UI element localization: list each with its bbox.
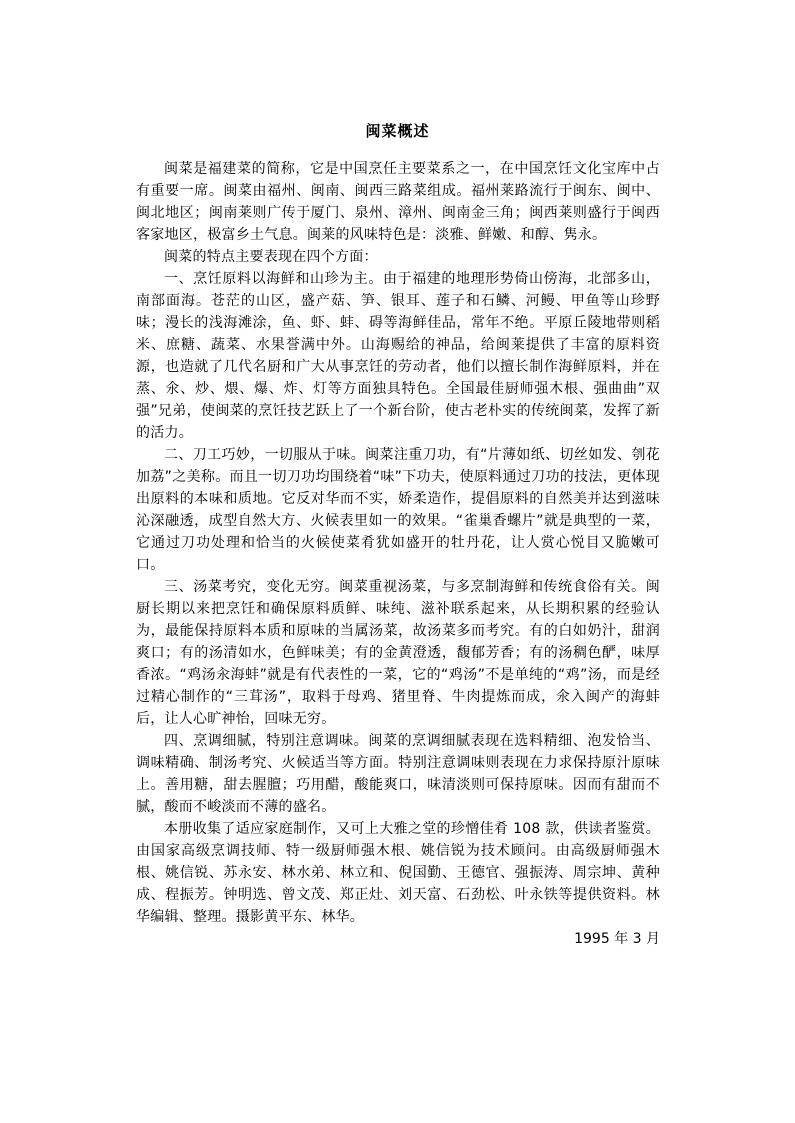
paragraph-features-lead: 闽菜的特点主要表现在四个方面：	[164, 249, 378, 265]
paragraph-feature-soups: 三、汤菜考究，变化无穷。闽菜重视汤菜，与多烹制海鲜和传统食俗有关。闽厨长期以来把烹饪和确保原料质鲜、味纯、滋补联系起来，从长期积累的经验认为，最能保持原料本质和原味的当属汤菜，故汤菜多而考究。有的白如奶汁，甜润爽口；有的汤清如水，色鲜味美；有的金黄澄透，馥郁芳香；有的汤稠色酽，味厚香浓。“鸡汤汆海蚌”就是有代表性的一菜，它的“鸡汤”不是单纯的“鸡”汤，而是经过精心制作的“三茸汤”，取料于母鸡、猪里脊、牛肉提炼而成，氽入闽产的海蚌后，让人心旷神怡，回味无穷。	[136, 579, 660, 727]
document-date: 1995 年 3 月	[574, 931, 660, 947]
paragraph-credits: 本册收集了适应家庭制作，又可上大雅之堂的珍憎佳肴 108 款，供读者鉴赏。由国家高级烹调技师、特一级厨师强木根、姚信锐为技术顾问。由高级厨师强木根、姚信锐、苏永安、林水弟、林立和、倪国勤、王德官、强振涛、周宗坤、黄种成、程振芳。钟明选、曾文茂、郑正灶、刘天富、石劲松、叶永铁等提供资料。林华编辑、整理。摄影黄平东、林华。	[136, 821, 660, 925]
paragraph-feature-ingredients: 一、烹饪原料以海鲜和山珍为主。由于福建的地理形势倚山傍海，北部多山，南部面海。苍茫的山区，盛产菇、笋、银耳、莲子和石鳞、河鳗、甲鱼等山珍野味；漫长的浅海滩涂，鱼、虾、蚌、碍等海鲜佳品，常年不绝。平原丘陵地带则稻米、庶糖、蔬菜、水果誉满中外。山海赐给的神品，给闽莱提供了丰富的原料资源，也造就了几代名厨和广大从事烹饪的劳动者，他们以擅长制作海鲜原料，并在蒸、氽、炒、煨、爆、炸、灯等方面独具特色。全国最佳厨师强木根、强曲曲”双强”兄弟，使闽菜的烹饪技艺跃上了一个新台阶，使古老朴实的传统闽菜，发挥了新的活力。	[136, 271, 660, 441]
paragraph-feature-knife-work: 二、刀工巧妙，一切服从于味。闽菜注重刀功，有“片薄如纸、切丝如发、刳花加荔”之美称。而且一切刀功均围绕着“味”下功夫，使原料通过刀功的技法，更体现出原料的本味和质地。它反对华而不实，娇柔造作，提倡原料的自然美并达到滋味沁深融透，成型自然大方、火候表里如一的效果。“雀巢香螺片”就是典型的一菜，它通过刀功处理和恰当的火候使菜肴犹如盛开的牡丹花，让人赏心悦目又脆嫩可口。	[136, 447, 660, 573]
paragraph-feature-seasoning: 四、烹调细腻，特别注意调味。闽菜的烹调细腻表现在选料精细、泡发恰当、调味精确、制汤考究、火候适当等方面。特别注意调味则表现在力求保持原汁原味上。善用糖，甜去腥膻；巧用醋，酸能爽口，味清淡则可保持原味。因而有甜而不腻，酸而不峻淡而不薄的盛名。	[136, 733, 660, 815]
document-title: 闽菜概述	[365, 122, 430, 140]
document-body	[136, 158, 660, 950]
paragraph-intro: 闽菜是福建菜的简称，它是中国烹任主要菜系之一，在中国烹饪文化宝库中占有重要一席。闽菜由福州、闽南、闽西三路菜组成。福州莱路流行于闽东、闽中、闽北地区；闽南莱则广传于厦门、泉州、漳州、闽南金三角；闽西莱则盛行于闽西客家地区，极富乡土气息。闽莱的风味特色是：淡雅、鲜嫩、和醇、隽永。	[136, 161, 660, 243]
